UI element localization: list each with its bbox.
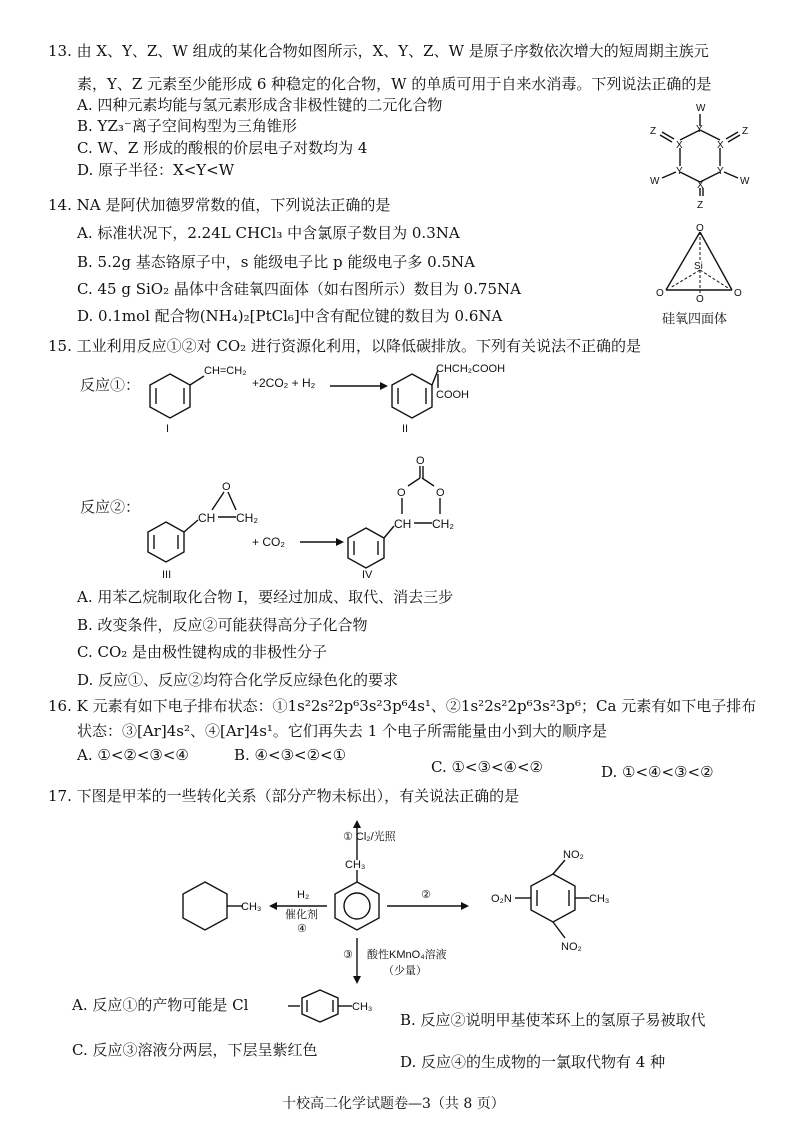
q17-stem: 17. 下图是甲苯的一些转化关系（部分产物未标出），有关说法正确的是 [48, 787, 520, 805]
q15-compound-ii-label: II [402, 423, 409, 435]
q13-atom-x-bottom: X [697, 180, 704, 191]
q17-option-a: A. 反应①的产物可能是 Cl [72, 996, 249, 1014]
q17-option-b: B. 反应②说明甲基使苯环上的氢原子易被取代 [400, 1011, 706, 1029]
q15-option-d: D. 反应①、反应②均符合化学反应绿色化的要求 [77, 671, 399, 689]
q15-option-c: C. CO₂ 是由极性键构成的非极性分子 [77, 643, 328, 661]
q17-r2-label: ② [421, 889, 431, 901]
q15-r1-reagents: +2CO₂ + H₂ [252, 376, 316, 390]
q17-r4-label: ④ [297, 923, 307, 935]
q15-reaction2 [140, 455, 500, 581]
q13-stem-line2: 素，Y、Z 元素至少能形成 6 种稳定的化合物，W 的单质可用于自来水消毒。下列说法正确的是 [77, 75, 712, 93]
q15-r2-ch: CH [198, 511, 216, 525]
q13-atom-y-left: Y [676, 166, 683, 177]
q15-stem: 15. 工业利用反应①②对 CO₂ 进行资源化利用，以降低碳排放。下列有关说法不正确的是 [48, 337, 641, 355]
q14-o-left: O [656, 288, 664, 299]
q17-kmno4: 酸性KMnO₄溶液 [367, 949, 447, 961]
q14-o-top: O [696, 223, 704, 234]
q14-si-center: Si [694, 261, 703, 272]
q17-option-d: D. 反应④的生成物的一氯取代物有 4 种 [400, 1053, 666, 1071]
q17-r1-conditions: ① Cl₂/光照 [343, 831, 396, 843]
q15-option-b: B. 改变条件，反应②可能获得高分子化合物 [77, 616, 368, 634]
q17-option-c: C. 反应③溶液分两层，下层呈紫红色 [72, 1041, 318, 1059]
q14-fig-caption: 硅氧四面体 [662, 312, 728, 327]
q13-option-d: D. 原子半径：X<Y<W [77, 161, 235, 179]
q15-compound-iii-label: III [162, 569, 172, 581]
q13-atom-x-right: X [717, 140, 724, 151]
q13-atom-w-left: W [650, 176, 660, 187]
q15-compound-iv-label: IV [362, 569, 373, 581]
q17-tnt-ch3: CH₃ [589, 893, 610, 905]
q15-r2-ch2: CH₂ [236, 511, 258, 525]
q13-atom-w-top: W [696, 103, 706, 114]
q15-compound-i-label: I [166, 423, 170, 435]
q16-line2: 状态：③[Ar]4s²、④[Ar]4s¹。它们再失去 1 个电子所需能量由小到大的顺序是 [77, 722, 608, 740]
q13-option-b: B. YZ₃⁻离子空间构型为三角锥形 [77, 117, 297, 135]
q17-catalyst: 催化剂 [285, 909, 318, 921]
q15-r2-ring-ch2: CH₂ [432, 517, 454, 531]
q15-r2-ring-o-left: O [397, 487, 406, 499]
q15-r2-label: 反应②： [80, 498, 141, 516]
q15-r2-carbonyl-o: O [416, 455, 425, 467]
q17-toluene-ch3: CH₃ [345, 859, 366, 871]
q17-small-amount: （少量） [383, 965, 427, 977]
q13-atom-z-bottom: Z [697, 200, 704, 211]
q13-atom-y-top: Y [696, 124, 703, 135]
q13-atom-x-left: X [676, 140, 683, 151]
q14-sio4-tetrahedron [650, 222, 750, 305]
q17-option-a-ch3: CH₃ [352, 1001, 373, 1013]
q14-option-d: D. 0.1mol 配合物(NH₄)₂[PtCl₆]中含有配位键的数目为 0.6NA [77, 307, 503, 325]
q15-r1-product-top: CHCH₂COOH [436, 363, 506, 375]
q14-option-b: B. 5.2g 基态铬原子中，s 能级电子比 p 能级电子多 0.5NA [77, 253, 475, 271]
q17-tnt-no2-top: NO₂ [563, 849, 584, 861]
q13-atom-z-left: Z [650, 126, 657, 137]
q15-r2-epoxide-o: O [222, 481, 231, 493]
page-footer: 十校高二化学试题卷—3（共 8 页） [282, 1096, 505, 1112]
q15-r2-ring-o-right: O [436, 487, 445, 499]
q17-mch-ch3: CH₃ [241, 901, 262, 913]
q14-option-c: C. 45 g SiO₂ 晶体中含硅氧四面体（如右图所示）数目为 0.75NA [77, 280, 521, 298]
q14-stem: 14. NA 是阿伏加德罗常数的值，下列说法正确的是 [48, 196, 391, 214]
q13-option-c: C. W、Z 形成的酸根的价层电子对数均为 4 [77, 139, 368, 157]
q15-r2-reagent: + CO₂ [252, 535, 285, 549]
q16-option-c: C. ①<③<④<② [431, 758, 543, 776]
q14-o-right: O [734, 288, 742, 299]
q16-option-b: B. ④<③<②<① [234, 746, 347, 764]
q13-atom-w-right: W [740, 176, 750, 187]
q13-option-a: A. 四种元素均能与氢元素形成含非极性键的二元化合物 [77, 96, 443, 114]
q15-r1-label: 反应①： [80, 376, 141, 394]
q17-option-a-structure [280, 982, 390, 1032]
q15-reaction1 [140, 360, 560, 435]
q17-toluene-scheme [175, 820, 635, 985]
q17-h2: H₂ [297, 889, 310, 901]
q14-o-front: O [696, 294, 704, 305]
q14-option-a: A. 标准状况下，2.24L CHCl₃ 中含氯原子数目为 0.3NA [77, 224, 460, 242]
q13-stem-line1: 13. 由 X、Y、Z、W 组成的某化合物如图所示，X、Y、Z、W 是原子序数依次增大的短周期主族元 [48, 42, 709, 60]
q13-ring-structure [640, 100, 760, 215]
q17-tnt-o2n: O₂N [491, 893, 512, 905]
q16-option-a: A. ①<②<③<④ [77, 746, 189, 764]
q17-tnt-no2-bottom: NO₂ [561, 941, 582, 953]
q15-r1-vinyl: CH=CH₂ [204, 365, 247, 377]
q16-option-d: D. ①<④<③<② [601, 763, 714, 781]
q15-r2-ring-ch: CH [394, 517, 412, 531]
q15-r1-product-bottom: COOH [436, 389, 469, 401]
q15-option-a: A. 用苯乙烷制取化合物 I，要经过加成、取代、消去三步 [77, 588, 454, 606]
q13-atom-z-right: Z [742, 126, 749, 137]
q17-r3-label: ③ [343, 949, 353, 961]
q13-atom-y-right: Y [717, 166, 724, 177]
q16-line1: 16. K 元素有如下电子排布状态：①1s²2s²2p⁶3s²3p⁶4s¹、②1s²2s²2p⁶3s²3p⁶；Ca 元素有如下电子排布 [48, 697, 757, 715]
